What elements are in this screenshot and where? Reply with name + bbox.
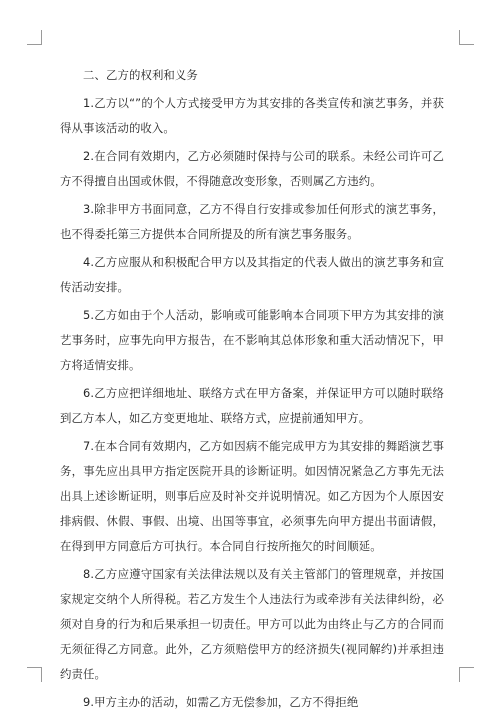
clause-8: 8.乙方应遵守国家有关法律法规以及有关主管部门的管理规章，并按国家规定交纳个人所得税。若乙方发生个人违法行为或牵涉有关法律纠纷，必须对自身的行为和后果承担一切责任。甲方可以此为由终止与乙方的合同而无须征得乙方同意。此外，乙方须赔偿甲方的经济损失(视同解约)并承担违约责任。 (60, 567, 444, 681)
clause-1: 1.乙方以“”的个人方式接受甲方为其安排的各类宣传和演艺事务，并获得从事该活动的收入。 (60, 96, 444, 135)
clause-3: 3.除非甲方书面同意，乙方不得自行安排或参加任何形式的演艺事务，也不得委托第三方提供本合同所提及的所有演艺事务服务。 (60, 202, 444, 241)
crop-mark-bottom-right (459, 667, 474, 682)
document-body (60, 63, 444, 718)
clause-6: 6.乙方应把详细地址、联络方式在甲方备案，并保证甲方可以随时联络到乙方本人，如乙方变更地址、联络方式，应提前通知甲方。 (60, 386, 444, 425)
clause-4: 4.乙方应服从和积极配合甲方以及其指定的代表人做出的演艺事务和宣传活动安排。 (60, 255, 444, 294)
crop-mark-bottom-left (27, 667, 42, 682)
clause-5: 5.乙方如由于个人活动，影响或可能影响本合同项下甲方为其安排的演艺事务时，应事先向甲方报告，在不影响其总体形象和重大活动情况下，甲方将适情安排。 (60, 308, 444, 372)
section-heading: 二、乙方的权利和义务 (83, 68, 198, 82)
crop-mark-top-right (459, 30, 474, 45)
crop-mark-top-left (27, 30, 42, 45)
clause-9: 9.甲方主办的活动，如需乙方无偿参加，乙方不得拒绝 (83, 695, 359, 709)
clause-2: 2.在合同有效期内，乙方必须随时保持与公司的联系。未经公司许可乙方不得擅自出国或休假，不得随意改变形象，否则属乙方违约。 (60, 149, 444, 188)
clause-7: 7.在本合同有效期内，乙方如因病不能完成甲方为其安排的舞蹈演艺事务，事先应出具甲方指定医院开具的诊断证明。如因情况紧急乙方事先无法出具上述诊断证明，则事后应及时补交并说明情况。如乙方因为个人原因安排病假、休假、事假、出境、出国等事宜，必须事先向甲方提出书面请假，在得到甲方同意后方可执行。本合同自行按所拖欠的时间顺延。 (60, 439, 444, 553)
